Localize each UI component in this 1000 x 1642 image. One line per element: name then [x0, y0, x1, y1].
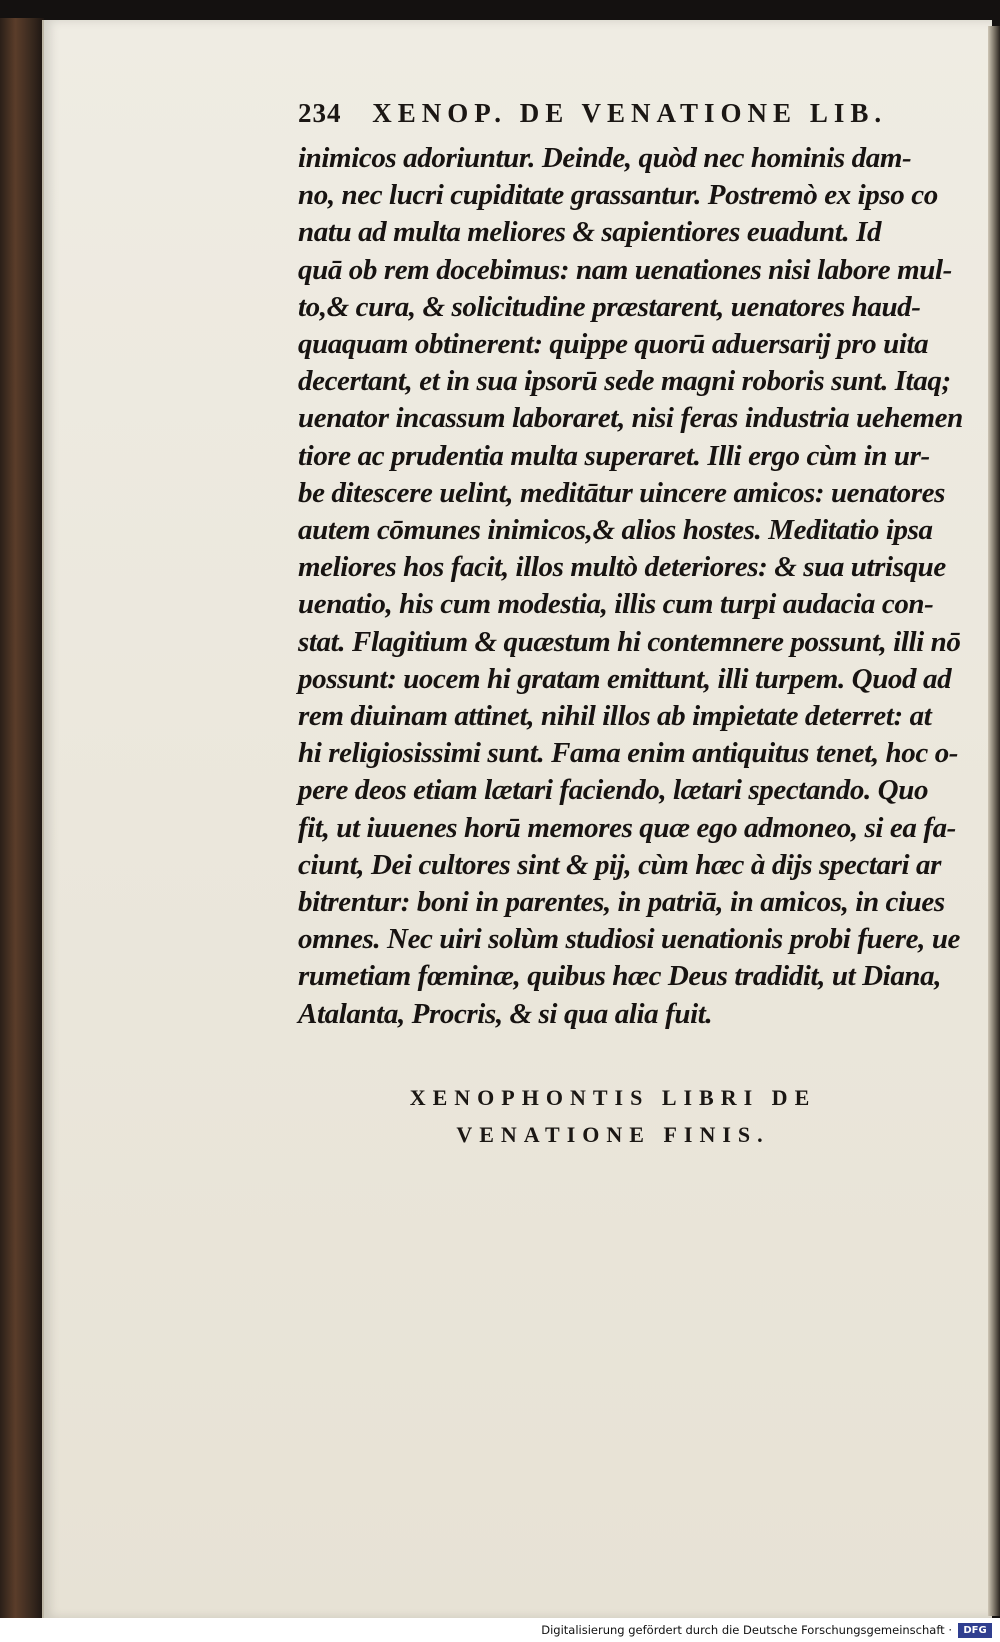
text-line: quā ob rem docebimus: nam uenationes nisi labore mul- [298, 253, 952, 286]
text-line: ciunt, Dei cultores sint & pij, cùm hæc à dijs spectari ar [298, 848, 942, 881]
page-edge [988, 26, 1000, 1616]
text-line: omnes. Nec uiri solùm studiosi uenationis probi fuere, ue [298, 923, 961, 956]
body-text [298, 140, 963, 1033]
book-spine [0, 18, 44, 1618]
text-line: no, nec lucri cupiditate grassantur. Postremò ex ipso co [298, 179, 938, 212]
text-line: meliores hos facit, illos multò deteriores: & sua utrisque [298, 551, 946, 584]
text-line: bitrentur: boni in parentes, in patriā, in amicos, in ciues [298, 886, 945, 919]
text-line: natu ad multa meliores & sapientiores euadunt. Id [298, 216, 882, 249]
text-line: Atalanta, Procris, & si qua alia fuit. [298, 997, 713, 1030]
text-line: tiore ac prudentia multa superaret. Illi ergo cùm in ur- [298, 439, 930, 472]
text-line: to,& cura, & solicitudine præstarent, uenatores haud- [298, 290, 921, 323]
text-line: hi religiosissimi sunt. Fama enim antiquitus tenet, hoc o- [298, 737, 959, 770]
footer-bar [0, 1618, 1000, 1642]
dfg-logo-icon: DFG [958, 1623, 992, 1638]
text-line: uenator incassum laboraret, nisi feras industria uehemen [298, 402, 963, 435]
text-line: stat. Flagitium & quæstum hi contemnere possunt, illi nō [298, 625, 961, 658]
running-head-title: XENOP. DE VENATIONE LIB. [372, 98, 888, 128]
text-line: rumetiam fœminæ, quibus hæc Deus tradidit, ut Diana, [298, 960, 942, 993]
text-line: quaquam obtinerent: quippe quorū aduersarij pro uita [298, 328, 929, 361]
text-line: inimicos adoriuntur. Deinde, quòd nec hominis dam- [298, 142, 912, 174]
text-line: autem cōmunes inimicos,& alios hostes. Meditatio ipsa [298, 514, 933, 547]
funding-credit: Digitalisierung gefördert durch die Deutsche Forschungsgemeinschaft · [541, 1623, 952, 1637]
text-line: possunt: uocem hi gratam emittunt, illi turpem. Quod ad [298, 662, 952, 695]
text-line: pere deos etiam lætari faciendo, lætari spectando. Quo [298, 774, 929, 807]
text-line: uenatio, his cum modestia, illis cum turpi audacia con- [298, 588, 934, 621]
text-line: decertant, et in sua ipsorū sede magni roboris sunt. Itaq; [298, 365, 951, 398]
colophon-line-2: VENATIONE FINIS. [456, 1122, 770, 1147]
running-head [298, 98, 898, 129]
colophon-line-1: XENOPHONTIS LIBRI DE [409, 1085, 817, 1110]
text-line: be ditescere uelint, meditātur uincere amicos: uenatores [298, 476, 945, 509]
text-line: rem diuinam attinet, nihil illos ab impietate deterret: at [298, 700, 932, 733]
text-line: fit, ut iuuenes horū memores quæ ego admoneo, si ea fa- [298, 811, 956, 844]
page-number: 234 [298, 98, 342, 128]
